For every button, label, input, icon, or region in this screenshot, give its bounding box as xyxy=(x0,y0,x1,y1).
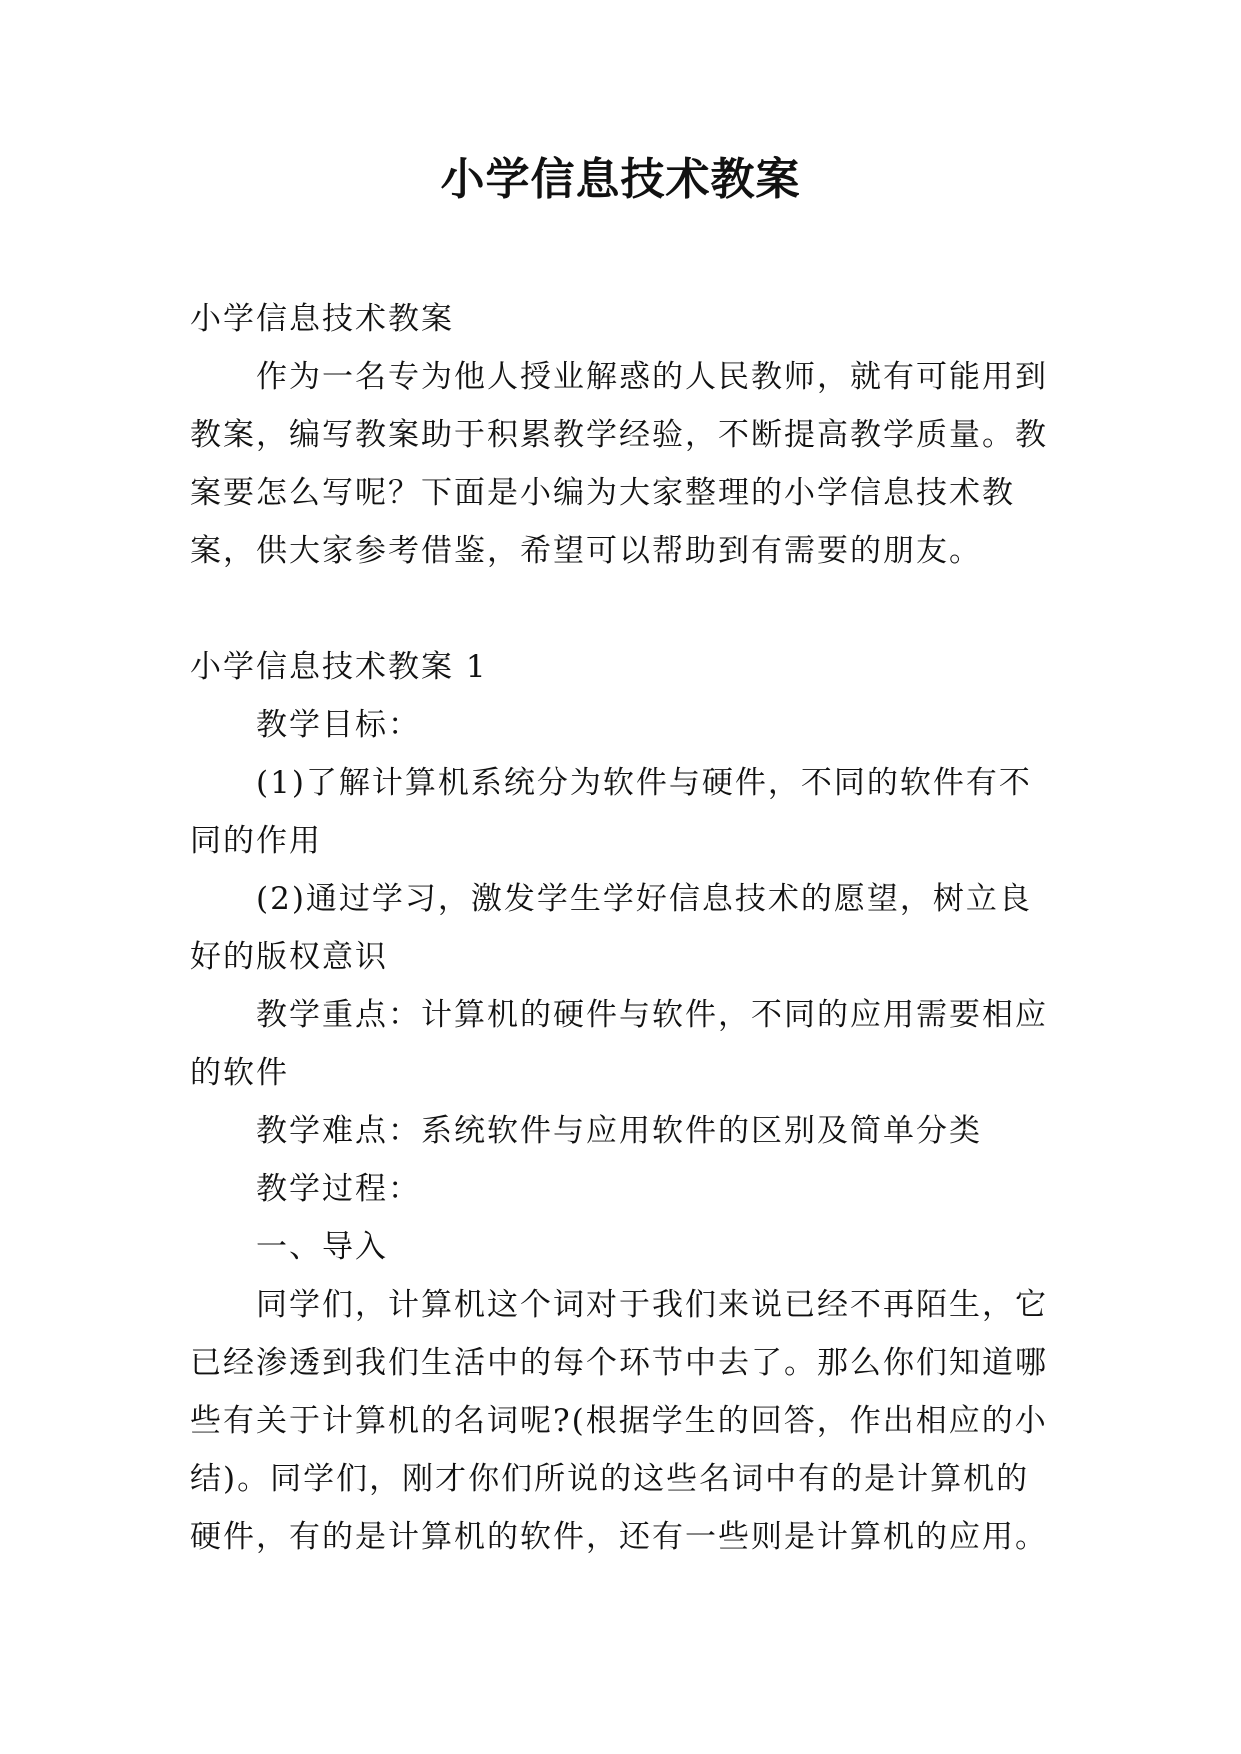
text-line: 教学难点：系统软件与应用软件的区别及简单分类 xyxy=(256,1113,982,1149)
text-line: 同的作用 xyxy=(190,823,322,859)
document-body xyxy=(190,290,1070,1566)
paragraph-gap xyxy=(190,580,1070,638)
text-line: 的软件 xyxy=(190,1055,289,1091)
text-line: 小学信息技术教案 xyxy=(190,301,454,337)
text-line: 教学目标： xyxy=(256,707,421,743)
text-line: 好的版权意识 xyxy=(190,939,388,975)
text-line: 一、导入 xyxy=(256,1229,388,1265)
text-line: 结)。同学们，刚才你们所说的这些名词中有的是计算机的 xyxy=(190,1461,1030,1497)
text-line: 硬件，有的是计算机的软件，还有一些则是计算机的应用。 xyxy=(190,1519,1048,1555)
document-title: 小学信息技术教案 xyxy=(440,154,801,205)
text-line: 案，供大家参考借鉴，希望可以帮助到有需要的朋友。 xyxy=(190,533,982,569)
text-line: 小学信息技术教案 1 xyxy=(190,649,488,685)
text-line: 已经渗透到我们生活中的每个环节中去了。那么你们知道哪 xyxy=(190,1345,1048,1381)
text-line: 作为一名专为他人授业解惑的人民教师，就有可能用到 xyxy=(256,359,1048,395)
text-line: (1)了解计算机系统分为软件与硬件，不同的软件有不 xyxy=(256,765,1032,801)
text-line: 教学重点：计算机的硬件与软件，不同的应用需要相应 xyxy=(256,997,1048,1033)
text-line: 案要怎么写呢？下面是小编为大家整理的小学信息技术教 xyxy=(190,475,1015,511)
text-line: 些有关于计算机的名词呢?(根据学生的回答，作出相应的小 xyxy=(190,1403,1048,1439)
text-line: (2)通过学习，激发学生学好信息技术的愿望，树立良 xyxy=(256,881,1032,917)
text-line: 教案，编写教案助于积累教学经验，不断提高教学质量。教 xyxy=(190,417,1048,453)
text-line: 同学们，计算机这个词对于我们来说已经不再陌生，它 xyxy=(256,1287,1048,1323)
text-line: 教学过程： xyxy=(256,1171,421,1207)
